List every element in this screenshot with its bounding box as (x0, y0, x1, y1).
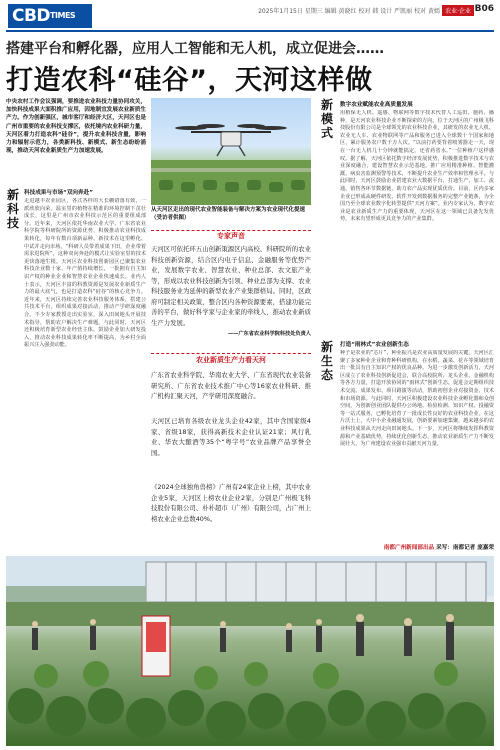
farm-visit-illustration (6, 556, 494, 746)
support-paragraph-1: 广东省农业科学院、华南农业大学、广东省现代农业装备研究所、广东省农业技术推广中心等16家农业科研、推广机构汇聚天河，产学研用深度融合。 (151, 371, 311, 400)
byline-dept: 南都广州新闻部出品 (383, 545, 435, 551)
newspaper-logo (8, 4, 92, 28)
byline-credit: 采写：南都记者 庞嘉荣 (436, 545, 494, 551)
page-number: B06 (474, 4, 494, 14)
section-heading-eco: 打造“雨林式”农业创新生态 (340, 342, 409, 348)
lead-paragraph: 中央农村工作会议强调，要推进农业科技力量协同攻关，加快科技成果大面积推广应用，因地制宜发展农业新质生产力。作为创新强区，城市客厅和经济大区，天河区也是广州市重要的农业科技支撑区，依托境内农业科研力量，天河区着力打造农科“硅谷”，提升农业科技含量，影响力和辐射示范力，各类新科技、新模式、新生态纷纷涌现，推动天河农业新质生产力加速发展。 (6, 99, 146, 155)
section-body-eco: 种子是农业的“芯片”，种业振兴是农业高质量发展的关键。天河区汇聚了多家种业企业和育种科研机构，在水稻、蔬菜、花卉等领域培育出一批具有自主知识产权的优良品种。为进一步激发创新活力，天河区成立了农业科技创新促进会，联合高校院所、龙头企业、金融机构等各方力量，打造开放协同的“雨林式”创新生态。促进会定期组织技术交流、成果发布、项目路演等活动，帮助初创企业对接资金、技术和市场资源。与此同时，天河区积极建设农业科技企业孵化器和众创空间，为创新创业团队提供办公场地、检验检测、知识产权、投融资等一站式服务，已孵化培育了一批成长性良好的农业科技企业。在这片沃土上，大中小企业融通发展，创新要素加速集聚，越来越多的农业科技成果从天河走向田间地头。下一步，天河区将继续发挥科教资源和产业基础优势，持续优化创新生态，推动农业新质生产力不断发展壮大，为广州建设农业强市贡献天河力量。 (340, 350, 494, 448)
section-label-tech: 新科技 (6, 188, 19, 230)
expert-attribution: ——广东省农业科学院科技处负责人 (227, 331, 311, 337)
support-divider (151, 353, 311, 354)
support-heading: 农业新质生产力看天河 (196, 356, 266, 364)
support-paragraph-2: 天河区已培育各级农业龙头企业42家，其中含国家级4家、省级18家，获得高新技术企业认证21家；风行乳业、华农大酿酒等35个“粤字号”农业品牌产品享誉全国。 (151, 417, 311, 457)
drone-illustration (151, 98, 311, 205)
main-headline: 打造农科“硅谷”，天河这样做 (6, 65, 373, 96)
section-heading-model: 数字农业赋能农业高质量发展 (340, 102, 413, 108)
farm-visit-photo (6, 556, 494, 746)
expert-heading: 专家声音 (217, 232, 245, 240)
section-tag: 农业·企业 (442, 5, 474, 16)
drone-photo (151, 98, 311, 205)
section-body-model: 用植保无人机、遥感、物联网等数字技术代替人工巡田、施药、播种，是天河农业科技企业不断探索的方向。位于天河区的广州极飞科技股份有限公司是全球领先的农业科技企业，其研发的农业无人机、农业无人车、农业物联网等产品和服务已进入全球数十个国家和地区，累计服务农户数千万人次。“以前打药要背着喷雾器走一天，现在一台无人机几十分钟就能搞定，还省药省水。”一位种植户这样感叹。据了解，天河区依托数字经济发展优势，积极推进数字技术与农业深度融合，建设智慧农业示范基地，推广应用精准种植、智能灌溉、病虫害监测预警等技术，不断提升农业生产效率和管理水平。与此同时，天河区鼓励企业搭建农业大数据平台，打通生产、加工、流通、销售各环节数据链，助力农产品实现优质优价。目前，区内多家企业已形成从硬件研发、软件开发到数据服务的完整产业链条，为全国乃至全球农业数字化转型提供“天河方案”。业内专家认为，数字农业是农业新质生产力的重要体现，天河区在这一领域已具备先发优势，未来有望形成更具竞争力的产业集群。 (340, 110, 494, 223)
section-heading-tech: 科技成果与市场“双向奔赴” (24, 190, 93, 196)
section-label-eco: 新生态 (320, 340, 333, 382)
section-body-tech: 走进越丰农业园区，各式各样的大长棚错落有致，一派欣欣向荣。温室里的植物在精准的环境控制下茁壮成长，这里是广州市农业科技示范区的重要组成部分。近年来，天河区依托华南农业大学、广东省农业科学院等科研院所的资源优势，积极推动农业科技成果转化，每年有数百项新品种、新技术在这里孵化、中试并走向市场。“科研人员带着成果下田，企业带着需求进院所”，这种双向奔赴的模式让实验室里的技术更快落地生根。天河区农业科技创新园区已聚集农业科技企业数十家，年产值持续增长，一批拥有自主知识产权的种业企业和智慧农业企业快速成长。业内人士表示，天河区丰富的科教资源是发展农业新质生产力的最大底气，也是打造农科“硅谷”的核心竞争力。近年来，天河区持续完善农业科技服务体系，搭建公共技术平台，组织成果对接活动，推动产学研深度融合。不少专家教授走出实验室，深入田间地头开展技术指导，帮助农户解决生产难题。与此同时，天河区还积极培育新型农业经营主体，鼓励企业加大研发投入，推动农业科技成果转化率不断提高，为乡村全面振兴注入强劲动能。 (24, 198, 146, 349)
issue-meta: 2025年1月15日 星期三 编辑 黄晓红 校对 韩 设计 严凯丽 校对 黄嫣 (258, 8, 440, 15)
support-paragraph-3: 《2024全球独角兽榜》广州有24家企业上榜，其中农业企业5家，天河区上榜农业企业2家，分别是广州极飞科技股份有限公司、朴朴超市（广州）有限公司，占广州上榜农业企业总数40%。 (151, 483, 311, 523)
section-label-model: 新模式 (320, 98, 333, 140)
logo-sub-text: TIMES (50, 11, 76, 20)
masthead-rule (6, 30, 494, 32)
logo-text: CBD (12, 6, 51, 26)
drone-photo-caption: 从天河区走出的现代农业智能装备与解决方案为农业现代化提速（受访者供图） (151, 207, 306, 221)
byline (346, 543, 494, 551)
masthead (0, 0, 500, 36)
expert-quote: 天河区可依托环五山创新策源区内高校、科研院所的农业科技创新资源，结合区内电子信息、金融服务等优势产业，发展数字农业、智慧农业、种业总部、农文旅产业等，形成以农业科技创新为引领、种业总部为支撑、农业科技服务业为延伸的新型农业产业集群格局。同时，区政府可制定相关政策，整合区内各种资源要素，搭建功能完善的平台，做好科学家与企业家的牵线人，推动农业新质生产力发展。 (151, 245, 311, 327)
sub-headline: 搭建平台和孵化器，应用人工智能和无人机，成立促进会…… (6, 41, 384, 57)
